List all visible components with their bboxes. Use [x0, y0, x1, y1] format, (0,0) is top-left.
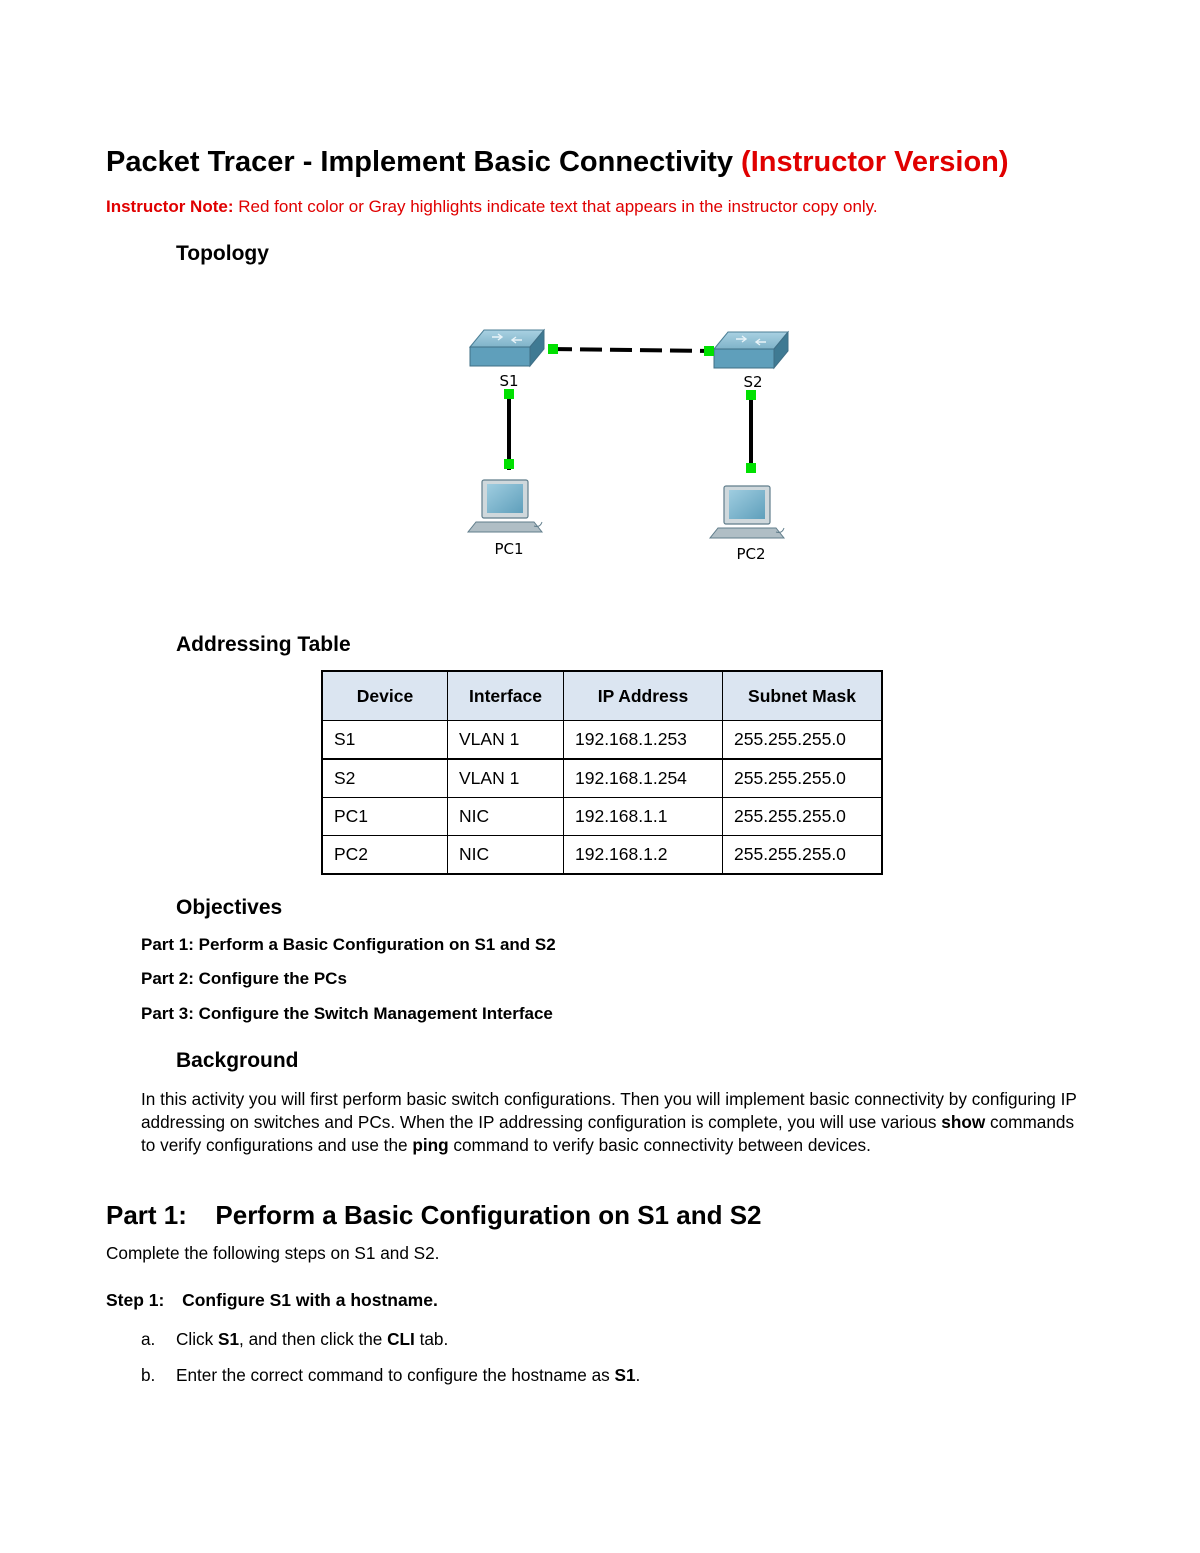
link-light [746, 390, 756, 400]
list-bold: CLI [387, 1329, 415, 1349]
table-header: Interface [448, 671, 564, 721]
table-cell: 192.168.1.1 [564, 798, 723, 836]
step1-number: Step 1: [106, 1290, 165, 1310]
table-cell: PC1 [322, 798, 448, 836]
switch-s1-icon[interactable] [470, 330, 544, 366]
label-pc2: PC2 [736, 545, 766, 563]
link-light [504, 459, 514, 469]
list-item-a [141, 1329, 448, 1350]
list-marker: b. [141, 1365, 156, 1385]
addressing-heading: Addressing Table [176, 633, 351, 656]
table-header: Device [322, 671, 448, 721]
addressing-table [321, 670, 883, 875]
table-row [322, 836, 882, 875]
list-text: Enter the correct command to configure the hostname as [176, 1365, 615, 1385]
step1-heading [106, 1290, 438, 1311]
background-bold-show: show [941, 1112, 986, 1132]
label-s1: S1 [499, 372, 519, 390]
objectives-heading: Objectives [176, 896, 283, 919]
title-main: Packet Tracer - Implement Basic Connectivity [106, 146, 733, 178]
table-cell: 192.168.1.254 [564, 759, 723, 798]
table-cell: 255.255.255.0 [723, 759, 883, 798]
table-header: Subnet Mask [723, 671, 883, 721]
label-s2: S2 [743, 373, 763, 391]
objective-part-3: Part 3: Configure the Switch Management Interface [141, 1004, 553, 1023]
background-paragraph [141, 1088, 1091, 1157]
background-bold-ping: ping [412, 1135, 449, 1155]
table-row [322, 721, 882, 760]
table-cell: PC2 [322, 836, 448, 875]
table-row [322, 798, 882, 836]
background-text: In this activity you will first perform basic switch configurations. Then you will implement basic connectivity by configuring IP addressing on switches and PCs. When the IP addressing configuration is complete, you will use various [141, 1089, 1077, 1132]
list-marker: a. [141, 1329, 156, 1349]
list-text: Click [176, 1329, 219, 1349]
table-cell: NIC [448, 798, 564, 836]
step1-title: Configure S1 with a hostname. [182, 1290, 438, 1310]
table-cell: 192.168.1.253 [564, 721, 723, 760]
table-cell: 255.255.255.0 [723, 798, 883, 836]
part1-intro: Complete the following steps on S1 and S2. [106, 1243, 440, 1263]
list-text: , and then click the [239, 1329, 388, 1349]
table-header: IP Address [564, 671, 723, 721]
pc2-icon[interactable] [710, 486, 784, 538]
table-cell: S2 [322, 759, 448, 798]
background-text: commands to verify configurations and use the [141, 1112, 1075, 1155]
topology-heading: Topology [176, 242, 269, 265]
topology-diagram [440, 310, 820, 580]
link-s1-s2 [550, 349, 712, 351]
table-cell: 192.168.1.2 [564, 836, 723, 875]
table-cell: NIC [448, 836, 564, 875]
table-cell: 255.255.255.0 [723, 836, 883, 875]
link-light [704, 346, 714, 356]
pc1-icon[interactable] [468, 480, 542, 532]
table-cell: 255.255.255.0 [723, 721, 883, 760]
list-text: . [635, 1365, 641, 1385]
part1-heading-number: Part 1: [106, 1200, 187, 1230]
list-item-b [141, 1365, 640, 1386]
table-row [322, 759, 882, 798]
title-version: (Instructor Version) [741, 146, 1009, 178]
page-title [106, 146, 1009, 179]
table-cell: S1 [322, 721, 448, 760]
table-cell: VLAN 1 [448, 721, 564, 760]
label-pc1: PC1 [494, 540, 524, 558]
instructor-note-label: Instructor Note: [106, 197, 234, 216]
link-light [548, 344, 558, 354]
instructor-note-text: Red font color or Gray highlights indicate text that appears in the instructor copy only. [238, 197, 878, 216]
list-bold: S1 [614, 1365, 636, 1385]
background-text: command to verify basic connectivity between devices. [448, 1135, 871, 1155]
switch-s2-icon[interactable] [714, 332, 788, 368]
part1-heading [106, 1200, 762, 1231]
table-header-row [322, 671, 882, 721]
link-light [504, 389, 514, 399]
list-text: tab. [414, 1329, 449, 1349]
objective-part-1: Part 1: Perform a Basic Configuration on S1 and S2 [141, 935, 556, 954]
link-light [746, 463, 756, 473]
list-bold: S1 [218, 1329, 240, 1349]
background-heading: Background [176, 1049, 299, 1072]
objective-part-2: Part 2: Configure the PCs [141, 969, 347, 988]
table-cell: VLAN 1 [448, 759, 564, 798]
part1-heading-text: Perform a Basic Configuration on S1 and S2 [215, 1200, 762, 1230]
instructor-note [106, 197, 878, 217]
